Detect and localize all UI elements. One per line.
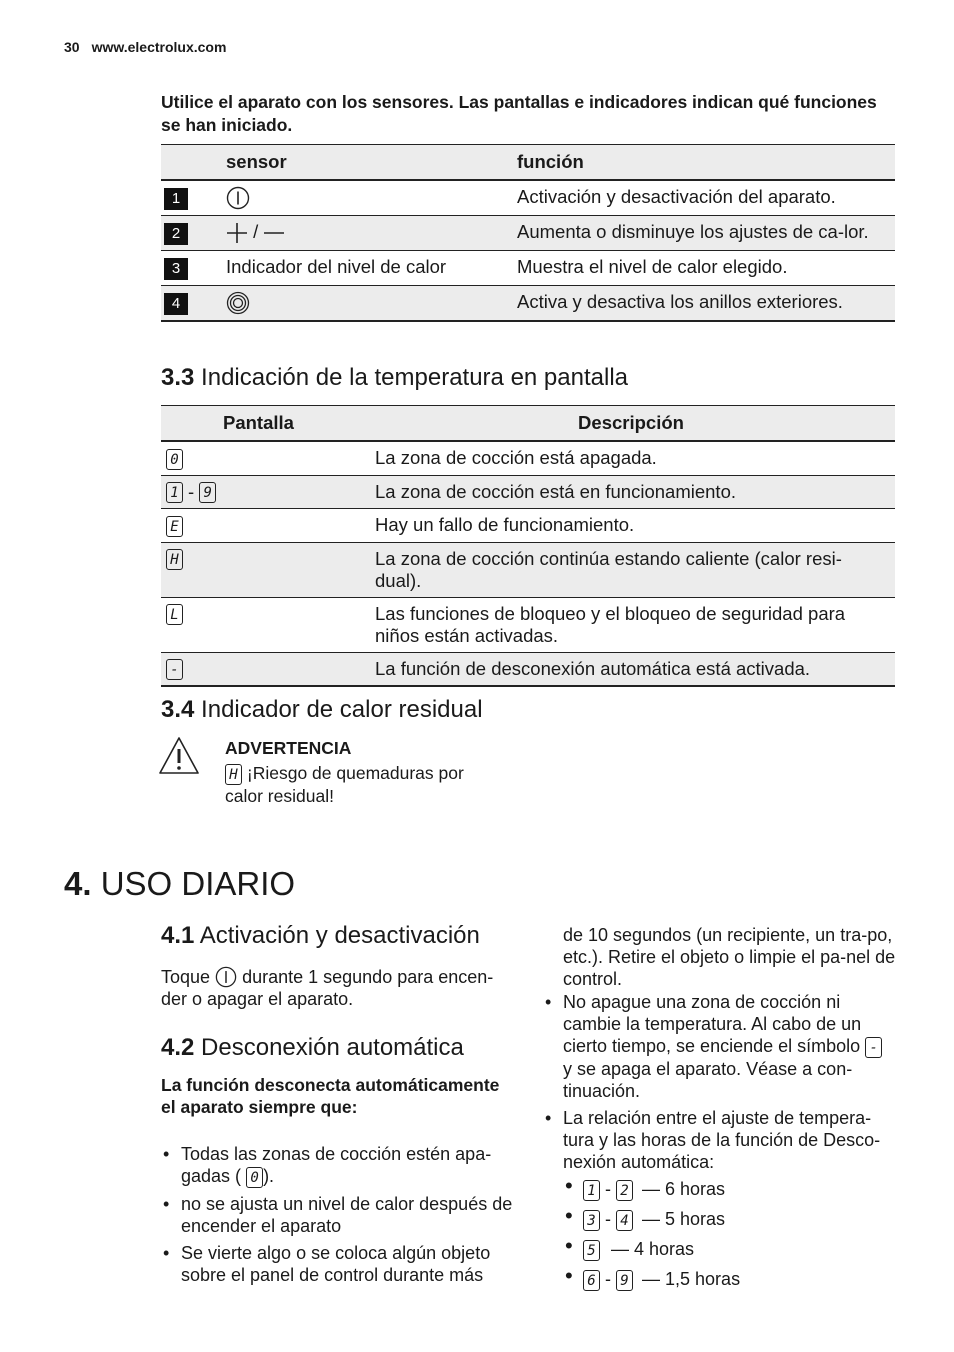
table-row <box>161 251 895 286</box>
display-symbol-icon: 0 <box>246 1167 263 1188</box>
heat-level-list <box>563 1176 863 1296</box>
description-text: Hay un fallo de funcionamiento. <box>375 514 635 536</box>
display-symbol-icon: 2 <box>616 1180 633 1201</box>
display-symbol-icon: 5 <box>583 1240 600 1261</box>
power-icon <box>215 966 237 988</box>
display-symbol-icon: 1 <box>166 482 183 503</box>
table-row <box>161 652 895 686</box>
sensor-table <box>161 144 895 322</box>
warning-title: ADVERTENCIA <box>225 738 352 758</box>
display-symbol-icon: L <box>166 604 183 625</box>
site-url: www.electrolux.com <box>91 39 227 55</box>
table-row <box>161 597 895 652</box>
intro-text: Utilice el aparato con los sensores. Las pantallas e indicadores indican qué funciones se han iniciado. <box>161 92 877 135</box>
list-item: • Se vierte algo o se coloca algún objeto sobre el panel de control durante más <box>161 1242 513 1286</box>
plus-icon <box>226 222 248 244</box>
list-item: • 5 — 4 horas <box>563 1236 863 1266</box>
outer-ring-icon <box>226 291 250 315</box>
description-text: La zona de cocción continúa estando caliente (calor resi-dual). <box>375 547 842 591</box>
warning-box <box>225 737 505 807</box>
function-header: función <box>517 151 584 172</box>
section-4-1-heading: 4.1 Activación y desactivación <box>161 922 480 949</box>
description-text: La zona de cocción está apagada. <box>375 447 657 468</box>
sensor-text: Indicador del nivel de calor <box>226 256 447 278</box>
table-row <box>161 286 895 322</box>
function-text: Activación y desactivación del aparato. <box>517 186 836 207</box>
display-symbol-icon: 1 <box>583 1180 600 1201</box>
condition-list-continued <box>543 991 895 1178</box>
description-header: Descripción <box>578 412 684 433</box>
display-symbol-icon: E <box>166 516 183 537</box>
display-table <box>161 405 895 687</box>
plus-minus-separator: / <box>253 221 259 243</box>
list-item: • 3 - 4 — 5 horas <box>563 1206 863 1236</box>
display-symbol-icon: 9 <box>199 482 216 503</box>
list-item: • Todas las zonas de cocción estén apa-gadas ( 0 ). <box>161 1143 513 1188</box>
display-symbol-icon: - <box>166 659 183 680</box>
continued-text: de 10 segundos (un recipiente, un tra-po, etc.). Retire el objeto o limpie el pa-nel de control. <box>563 925 896 989</box>
chapter-heading: 4. USO DIARIO <box>64 865 296 902</box>
warning-text: ¡Riesgo de quemaduras por calor residual! <box>225 763 464 806</box>
function-text: Activa y desactiva los anillos exteriores. <box>517 291 843 313</box>
table-row <box>161 542 895 597</box>
display-symbol-icon: 3 <box>583 1210 600 1231</box>
display-header: Pantalla <box>223 412 294 433</box>
display-symbol-icon: H <box>225 764 242 785</box>
table-row: 1 - 9 La zona de cocción está en funcionamiento. <box>161 475 895 509</box>
list-item: • La relación entre el ajuste de tempera-tura y las horas de la función de Desco-nexión automática: <box>543 1107 895 1173</box>
section-4-1-text: Toque durante 1 segundo para encen-der o apagar el aparato. <box>161 967 494 1009</box>
table-row <box>161 180 895 216</box>
table-row <box>161 216 895 251</box>
list-item: • 1 - 2 — 6 horas <box>563 1176 863 1206</box>
row-number: 3 <box>164 258 188 280</box>
display-symbol-icon: 9 <box>616 1270 633 1291</box>
sensor-header: sensor <box>226 151 287 172</box>
description-text: La zona de cocción está en funcionamiento. <box>375 480 736 502</box>
power-icon <box>226 186 250 210</box>
row-number: 1 <box>164 188 188 210</box>
function-text: Aumenta o disminuye los ajustes de ca-lor. <box>517 221 869 243</box>
list-item: • no se ajusta un nivel de calor después de encender el aparato <box>161 1193 513 1237</box>
minus-icon <box>263 222 285 244</box>
display-symbol-icon: 0 <box>166 449 183 470</box>
condition-list <box>161 1143 513 1291</box>
function-text: Muestra el nivel de calor elegido. <box>517 256 788 278</box>
section-3-3-heading: 3.3 Indicación de la temperatura en pantalla <box>161 364 628 391</box>
section-4-2-lead: La función desconecta automáticamente el aparato siempre que: <box>161 1075 500 1117</box>
row-number: 4 <box>164 293 188 315</box>
page-header <box>64 39 226 55</box>
display-symbol-icon: H <box>166 549 183 570</box>
sensor-table-header <box>161 145 895 181</box>
list-item: • 6 - 9 — 1,5 horas <box>563 1266 863 1296</box>
section-3-4-heading: 3.4 Indicador de calor residual <box>161 696 483 723</box>
display-symbol-icon: 6 <box>583 1270 600 1291</box>
table-row <box>161 509 895 543</box>
display-symbol-icon: 4 <box>616 1210 633 1231</box>
description-text: La función de desconexión automática está activada. <box>375 657 811 679</box>
section-4-2-heading: 4.2 Desconexión automática <box>161 1034 464 1061</box>
display-symbol-icon: - <box>865 1037 882 1058</box>
description-text: Las funciones de bloqueo y el bloqueo de seguridad para niños están activadas. <box>375 602 846 646</box>
warning-icon <box>158 736 200 776</box>
row-number: 2 <box>164 223 188 245</box>
list-item: • No apague una zona de cocción ni cambie la temperatura. Al cabo de un cierto tiempo, se enciende el símbolo - y se apaga el aparato. Véase a con-tinuación. <box>543 991 895 1102</box>
table-row <box>161 441 895 475</box>
page-number: 30 <box>64 39 80 55</box>
display-table-header <box>161 406 895 442</box>
